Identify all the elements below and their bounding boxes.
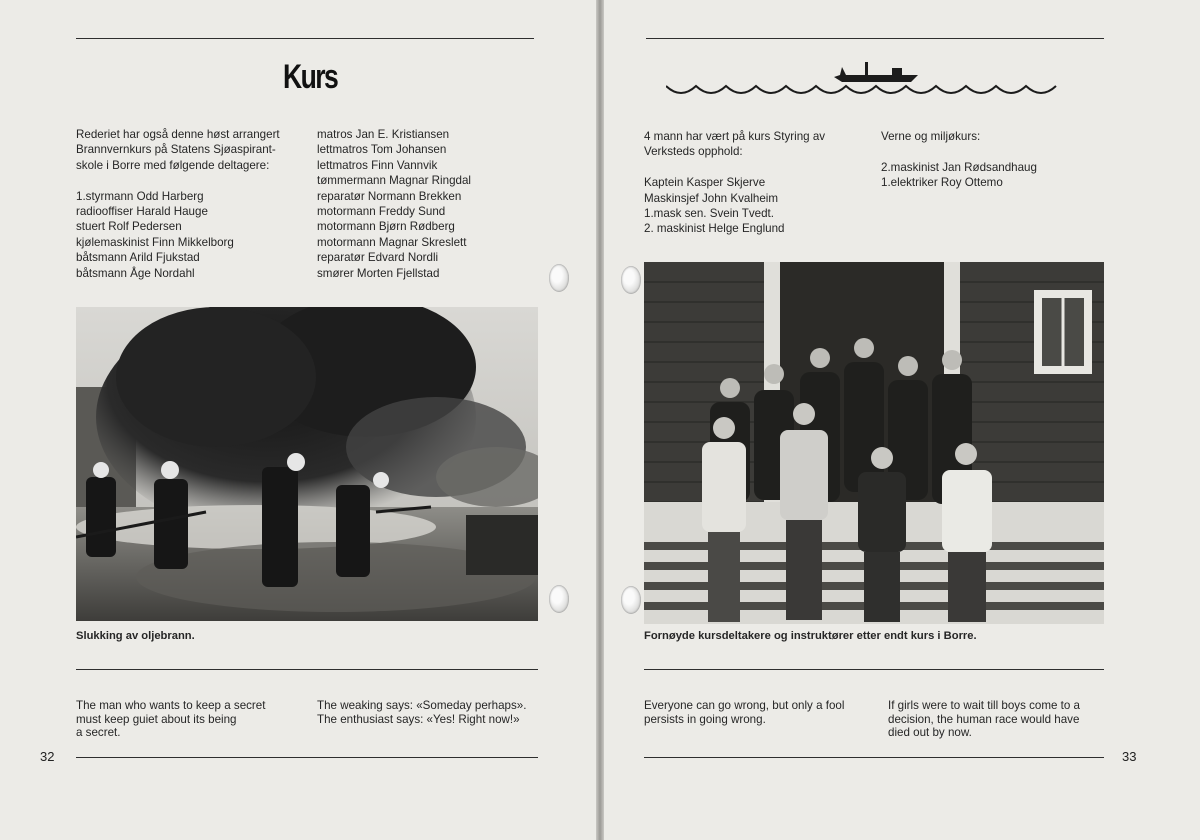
participant: motormann Magnar Skreslett	[317, 235, 467, 249]
quote-fool	[644, 699, 844, 726]
participant: lettmatros Tom Johansen	[317, 143, 447, 157]
quote-line: decision, the human race would have	[888, 712, 1080, 726]
participant: båtsmann Åge Nordahl	[76, 266, 195, 280]
participant: 1.mask sen. Svein Tvedt.	[644, 207, 774, 221]
intro-line: skole i Borre med følgende deltagere:	[76, 158, 270, 172]
participant: motormann Bjørn Rødberg	[317, 220, 455, 234]
ship-wave-icon	[666, 58, 1086, 109]
group-photo	[644, 262, 1104, 624]
participant: stuert Rolf Pedersen	[76, 220, 182, 234]
quote-line: The weaking says: «Someday perhaps».	[317, 699, 527, 712]
participant: kjølemaskinist Finn Mikkelborg	[76, 235, 234, 249]
top-rule	[646, 38, 1104, 39]
course-heading: Verksteds opphold:	[644, 145, 743, 159]
intro-line: Brannvernkurs på Statens Sjøaspirant-	[76, 143, 276, 157]
binder-hole	[621, 586, 641, 614]
participant: matros Jan E. Kristiansen	[317, 128, 450, 141]
bottom-rule	[644, 757, 1104, 758]
quote-line: If girls were to wait till boys come to a	[888, 699, 1081, 712]
intro-line: Rederiet har også denne høst arrangert	[76, 128, 280, 141]
binder-hole	[621, 266, 641, 294]
participant: lettmatros Finn Vannvik	[317, 158, 438, 172]
participant: Kaptein Kasper Skjerve	[644, 176, 766, 190]
course-heading: 4 mann har vært på kurs Styring av	[644, 130, 826, 143]
page-number: 32	[40, 749, 55, 764]
participant: 2. maskinist Helge Englund	[644, 222, 785, 236]
page-title: Kurs	[283, 58, 338, 96]
quote-line: The enthusiast says: «Yes! Right now!»	[317, 712, 520, 726]
quote-secret	[76, 699, 265, 740]
participant: motormann Freddy Sund	[317, 205, 446, 219]
binder-hole	[549, 585, 569, 613]
participant: smører Morten Fjellstad	[317, 266, 440, 280]
firefighting-photo	[76, 307, 538, 621]
participant: Maskinsjef John Kvalheim	[644, 191, 779, 205]
participant: reparatør Normann Brekken	[317, 189, 462, 203]
quote-line: died out by now.	[888, 726, 972, 740]
right-page	[604, 0, 1200, 840]
course-verne	[881, 129, 1037, 191]
participant: båtsmann Arild Fjukstad	[76, 251, 200, 265]
binder-hole	[549, 264, 569, 292]
participant: 1.styrmann Odd Harberg	[76, 189, 204, 203]
top-rule	[76, 38, 534, 39]
quote-enthusiast	[317, 699, 526, 726]
quote-line: persists in going wrong.	[644, 712, 766, 726]
course-styring	[644, 129, 825, 237]
book-gutter	[596, 0, 604, 840]
quote-line: The man who wants to keep a secret	[76, 699, 266, 712]
participant: radiooffiser Harald Hauge	[76, 205, 208, 219]
mid-rule	[76, 669, 538, 670]
course-heading: Verne og miljøkurs:	[881, 130, 981, 143]
participant: tømmermann Magnar Ringdal	[317, 174, 471, 188]
participant: reparatør Edvard Nordli	[317, 251, 439, 265]
left-page	[0, 0, 596, 840]
intro-text	[76, 127, 280, 281]
photo-caption: Fornøyde kursdeltakere og instruktører etter endt kurs i Borre.	[644, 630, 977, 642]
participant: 2.maskinist Jan Rødsandhaug	[881, 160, 1037, 174]
participant-list-2	[317, 127, 471, 281]
quote-line: must keep guiet about its being	[76, 712, 237, 726]
quote-line: Everyone can go wrong, but only a fool	[644, 699, 845, 712]
page-number: 33	[1122, 749, 1137, 764]
mid-rule	[644, 669, 1104, 670]
participant: 1.elektriker Roy Ottemo	[881, 176, 1003, 190]
bottom-rule	[76, 757, 538, 758]
quote-girls	[888, 699, 1080, 740]
quote-line: a secret.	[76, 726, 121, 740]
photo-caption: Slukking av oljebrann.	[76, 630, 195, 642]
